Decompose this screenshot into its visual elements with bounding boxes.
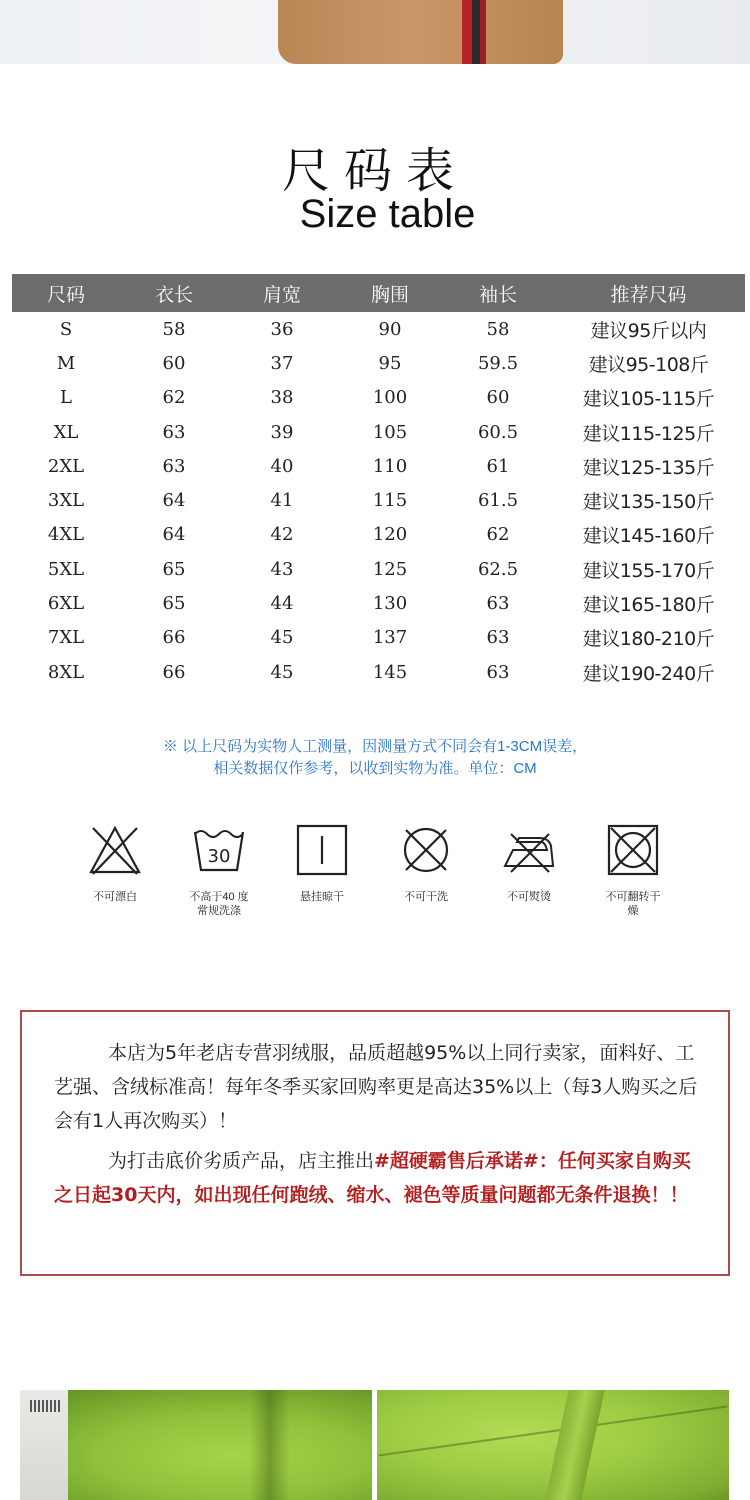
wash-temp-text: 30	[207, 846, 231, 867]
care-label: 悬挂晾干	[300, 891, 344, 903]
care-item-wash-30	[166, 822, 272, 918]
cell-sleeve: 63	[486, 627, 510, 649]
measurement-note	[0, 736, 750, 780]
note-line-1: ※ 以上尺码为实物人工测量，因测量方式不同会有1-3CM误差，	[162, 738, 588, 755]
cell-length: 65	[162, 558, 186, 580]
care-label: 不可漂白	[93, 891, 137, 903]
cell-recommend: 建议95-108斤	[588, 353, 709, 376]
cell-recommend: 建议155-170斤	[582, 559, 715, 582]
cell-shoulder: 39	[270, 421, 294, 443]
cell-sleeve: 59.5	[477, 352, 519, 374]
cell-length: 63	[162, 421, 186, 443]
table-row	[12, 621, 745, 655]
cell-size: 8XL	[47, 661, 85, 683]
cell-shoulder: 43	[270, 558, 294, 580]
cell-chest: 120	[372, 524, 408, 546]
care-label: 不可熨烫	[507, 891, 551, 903]
jacket-quilting	[379, 1406, 728, 1457]
cell-sleeve: 60	[486, 387, 510, 409]
cell-size: 6XL	[47, 593, 85, 615]
wash-30-icon	[191, 822, 247, 878]
note-line-2: 相关数据仅作参考，以收到实物为准。单位：CM	[213, 760, 537, 777]
jacket-detail-photo-left	[20, 1390, 372, 1500]
cell-sleeve: 61.5	[477, 490, 519, 512]
cell-recommend: 建议105-115斤	[582, 388, 715, 411]
after-sale-promise: #超硬霸售后承诺#：任何买家自购买之日起30天内，如出现任何跑绒、缩水、褪色等质量问题都无条件退换！！	[54, 1150, 691, 1206]
care-item-no-bleach	[62, 822, 168, 904]
cell-size: L	[60, 387, 72, 409]
red-stripe-2	[480, 0, 486, 64]
cell-size: XL	[53, 421, 79, 443]
cell-shoulder: 45	[270, 627, 294, 649]
table-row	[12, 312, 745, 346]
dark-stripe	[472, 0, 480, 64]
no-bleach-icon	[87, 822, 143, 878]
size-table	[12, 274, 745, 689]
care-item-hang-dry	[269, 822, 375, 904]
table-row	[12, 483, 745, 517]
cell-size: 5XL	[47, 558, 85, 580]
cell-size: S	[59, 318, 73, 340]
cell-size: 4XL	[47, 524, 85, 546]
no-dry-clean-icon	[398, 822, 454, 878]
promise-intro: 为打击底价劣质产品，店主推出	[108, 1150, 375, 1172]
cell-size: 3XL	[47, 490, 85, 512]
table-row	[12, 346, 745, 380]
cell-length: 62	[162, 387, 186, 409]
cell-shoulder: 38	[270, 387, 294, 409]
table-row	[12, 449, 745, 483]
cell-sleeve: 63	[486, 661, 510, 683]
table-row	[12, 415, 745, 449]
cell-size: 7XL	[47, 627, 85, 649]
table-row	[12, 381, 745, 415]
cell-sleeve: 63	[486, 593, 510, 615]
cell-shoulder: 42	[270, 524, 294, 546]
care-label: 不可翻转干燥	[605, 891, 661, 917]
care-label: 不可干洗	[404, 891, 448, 903]
jacket-strap	[545, 1390, 604, 1500]
cell-sleeve: 62.5	[477, 558, 519, 580]
cell-sleeve: 58	[486, 318, 510, 340]
cell-recommend: 建议125-135斤	[582, 456, 715, 479]
red-stripe	[462, 0, 472, 64]
cell-length: 64	[162, 524, 186, 546]
size-chart-title-cn: 尺码表	[281, 143, 468, 199]
promise-paragraph-1: 本店为5年老店专营羽绒服，品质超越95%以上同行卖家，面料好、工艺强、含绒标准高！每年冬季买家回购率更是高达35%以上（每3人购买之后会有1人再次购买）！	[54, 1042, 698, 1132]
jacket-detail-photo-right	[377, 1390, 729, 1500]
cell-shoulder: 36	[270, 318, 294, 340]
cell-length: 66	[162, 627, 186, 649]
cell-chest: 100	[372, 387, 408, 409]
care-instructions	[62, 822, 702, 932]
cell-sleeve: 62	[486, 524, 510, 546]
cell-shoulder: 44	[270, 593, 294, 615]
cell-chest: 110	[372, 455, 408, 477]
cell-shoulder: 41	[270, 490, 294, 512]
cell-size: 2XL	[47, 455, 85, 477]
cell-chest: 115	[372, 490, 408, 512]
care-item-no-tumble-dry	[580, 822, 686, 918]
promise-paragraph-2	[54, 1144, 700, 1212]
garment-tag	[20, 1390, 68, 1500]
table-row	[12, 552, 745, 586]
table-row	[12, 518, 745, 552]
cell-length: 65	[162, 593, 186, 615]
header-length: 衣长	[120, 274, 228, 312]
table-header-row	[12, 274, 745, 312]
no-iron-icon	[501, 822, 557, 878]
cell-length: 58	[162, 318, 186, 340]
cell-chest: 90	[378, 318, 402, 340]
header-size: 尺码	[12, 274, 120, 312]
table-row	[12, 586, 745, 620]
header-chest: 胸围	[336, 274, 444, 312]
cell-chest: 130	[372, 593, 408, 615]
cell-length: 60	[162, 352, 186, 374]
care-item-no-iron	[476, 822, 582, 904]
cell-recommend: 建议95斤以内	[590, 319, 707, 342]
header-sleeve: 袖长	[444, 274, 552, 312]
cell-chest: 137	[372, 627, 408, 649]
cell-chest: 95	[378, 352, 402, 374]
top-product-photo	[0, 0, 750, 64]
cell-recommend: 建议115-125斤	[582, 422, 715, 445]
cell-shoulder: 37	[270, 352, 294, 374]
cell-length: 66	[162, 661, 186, 683]
cell-chest: 125	[372, 558, 408, 580]
header-recommend: 推荐尺码	[552, 274, 745, 312]
cell-shoulder: 45	[270, 661, 294, 683]
cell-chest: 145	[372, 661, 408, 683]
table-row	[12, 655, 745, 689]
cell-recommend: 建议165-180斤	[582, 594, 715, 617]
shop-promise-box	[20, 1010, 730, 1276]
cell-recommend: 建议190-240斤	[582, 662, 715, 685]
cell-length: 64	[162, 490, 186, 512]
cell-sleeve: 60.5	[477, 421, 519, 443]
cell-chest: 105	[372, 421, 408, 443]
care-label: 不高于40 度常规洗涤	[189, 891, 249, 917]
khaki-garment	[278, 0, 563, 64]
cell-size: M	[56, 352, 76, 374]
cell-recommend: 建议135-150斤	[582, 491, 715, 514]
cell-length: 63	[162, 455, 186, 477]
header-shoulder: 肩宽	[228, 274, 336, 312]
cell-sleeve: 61	[486, 455, 510, 477]
size-chart-title-en: Size table	[299, 192, 476, 236]
cell-recommend: 建议145-160斤	[582, 525, 715, 548]
no-tumble-dry-icon	[605, 822, 661, 878]
care-item-no-dry-clean	[373, 822, 479, 904]
jacket-seam	[250, 1390, 290, 1500]
hang-dry-icon	[294, 822, 350, 878]
cell-shoulder: 40	[270, 455, 294, 477]
cell-recommend: 建议180-210斤	[582, 628, 715, 651]
